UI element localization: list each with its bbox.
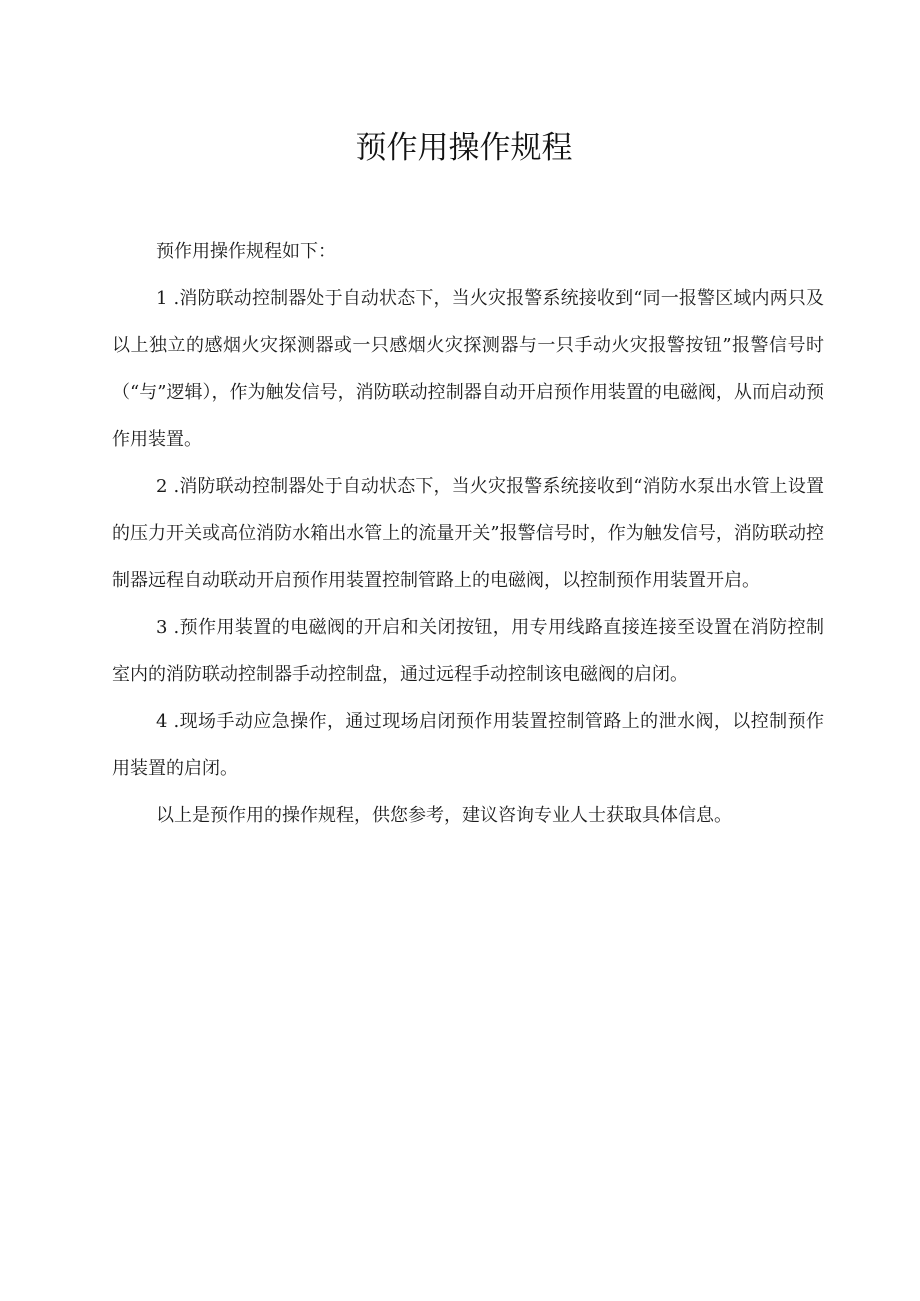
item-number: 1 xyxy=(156,288,168,309)
item-number: 2 xyxy=(156,476,168,497)
list-item xyxy=(112,698,824,792)
item-number: 4 xyxy=(156,711,168,732)
item-number: 3 xyxy=(156,617,168,638)
intro-paragraph: 预作用操作规程如下： xyxy=(156,241,336,262)
page-title: 预作用操作规程 xyxy=(355,130,573,166)
list-item xyxy=(112,604,824,698)
list-item xyxy=(112,463,824,604)
item-text: .现场手动应急操作，通过现场启闭预作用装置控制管路上的泄水阀，以控制预作用装置的启闭。 xyxy=(112,711,824,779)
item-text: .消防联动控制器处于自动状态下，当火灾报警系统接收到“消防水泵出水管上设置的压力开关或高位消防水箱出水管上的流量开关”报警信号时，作为触发信号，消防联动控制器远程自动联动开启预作用装置控制管路上的电磁阀，以控制预作用装置开启。 xyxy=(112,476,824,591)
document-body xyxy=(112,228,824,839)
closing-paragraph: 以上是预作用的操作规程，供您参考，建议咨询专业人士获取具体信息。 xyxy=(156,805,732,826)
item-text: .预作用装置的电磁阀的开启和关闭按钮，用专用线路直接连接至设置在消防控制室内的消防联动控制器手动控制盘，通过远程手动控制该电磁阀的启闭。 xyxy=(112,617,824,685)
item-text: .消防联动控制器处于自动状态下，当火灾报警系统接收到“同一报警区域内两只及以上独立的感烟火灾探测器或一只感烟火灾探测器与一只手动火灾报警按钮”报警信号时（“与”逻辑），作为触发信号，消防联动控制器自动开启预作用装置的电磁阀，从而启动预作用装置。 xyxy=(112,288,824,450)
list-item xyxy=(112,275,824,463)
